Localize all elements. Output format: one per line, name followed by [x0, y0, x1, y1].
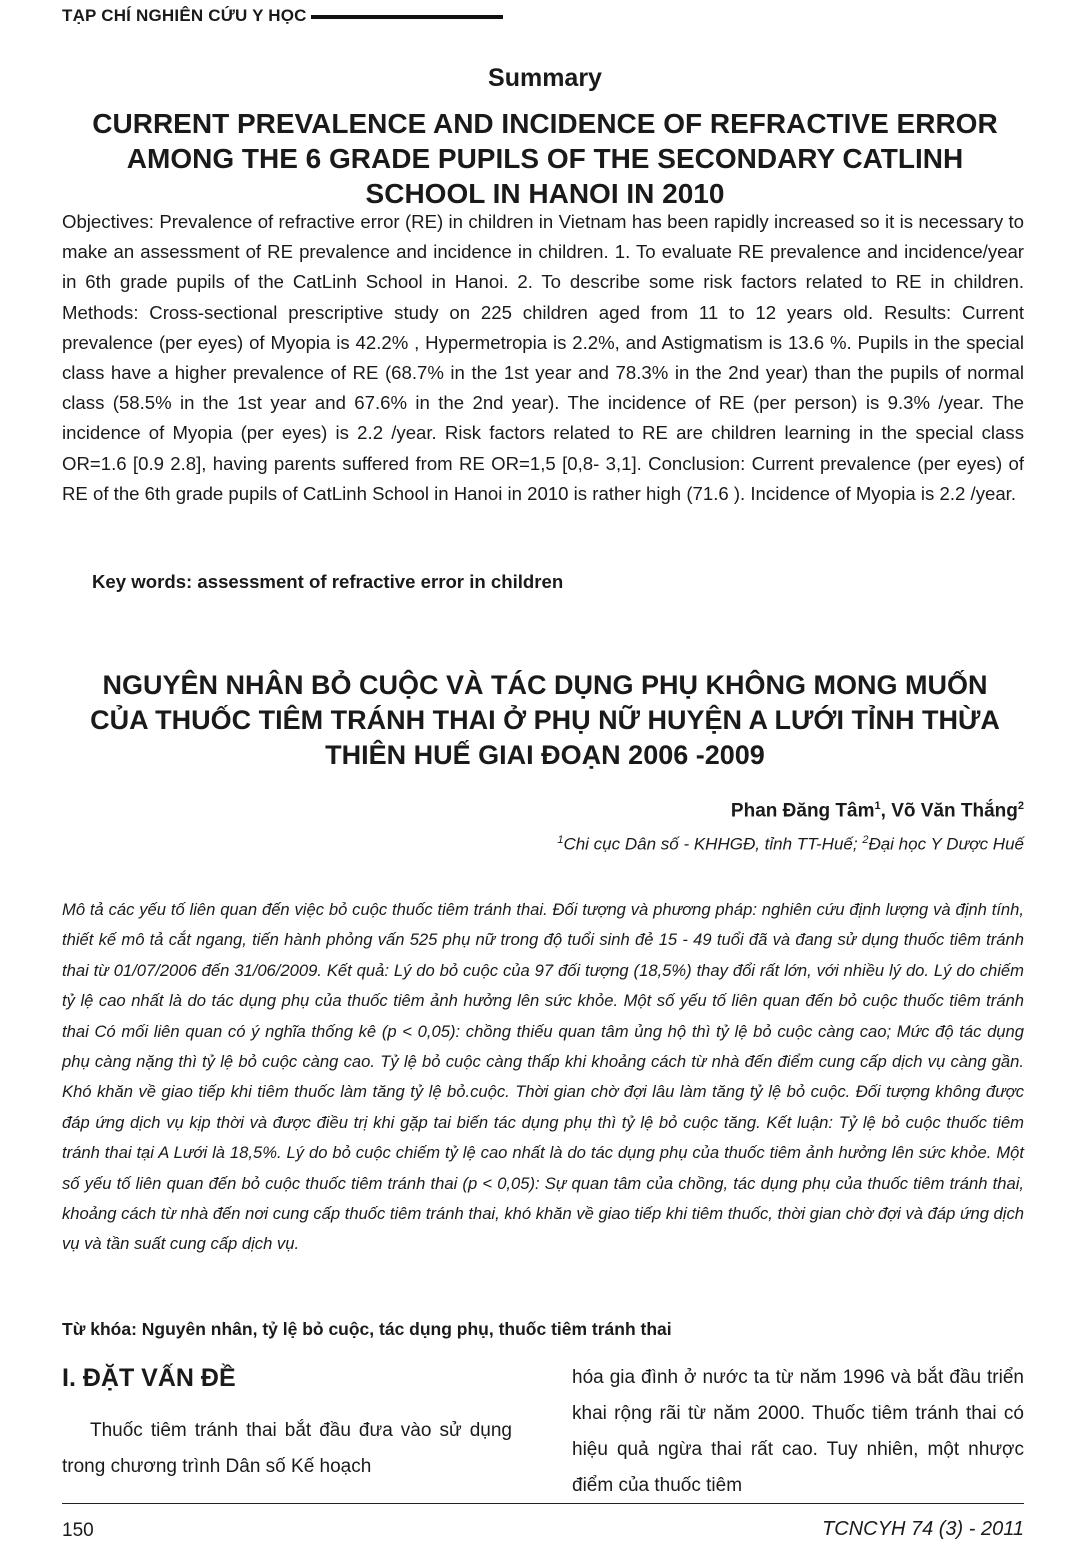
- authors: [731, 800, 1024, 822]
- affiliation-1: Chi cục Dân số - KHHGĐ, tỉnh TT-Huế;: [563, 834, 863, 854]
- author-1: Phan Đăng Tâm: [730, 800, 875, 822]
- body-column-right: hóa gia đình ở nước ta từ năm 1996 và bắt đầu triển khai rộng rãi từ năm 2000. Thuốc tiêm tránh thai có hiệu quả ngừa thai rất cao. Tuy nhiên, một nhược điểm của thuốc tiêm: [572, 1367, 1024, 1496]
- body-column-left: Thuốc tiêm tránh thai bắt đầu đưa vào sử dụng trong chương trình Dân số Kế hoạch: [62, 1420, 512, 1477]
- section-heading: I. ĐẶT VẤN ĐỀ: [62, 1364, 236, 1392]
- author-2: Võ Văn Thắng: [891, 800, 1018, 822]
- article-title: NGUYÊN NHÂN BỎ CUỘC VÀ TÁC DỤNG PHỤ KHÔNG MONG MUỐN CỦA THUỐC TIÊM TRÁNH THAI Ở PHỤ NỮ HUYỆN A LƯỚI TỈNH THỪA THIÊN HUẾ GIAI ĐOẠN 2006 -2009: [90, 670, 1000, 770]
- journal-name: TẠP CHÍ NGHIÊN CỨU Y HỌC: [62, 6, 307, 25]
- page-number: 150: [62, 1520, 94, 1541]
- english-title: CURRENT PREVALENCE AND INCIDENCE OF REFRACTIVE ERROR AMONG THE 6 GRADE PUPILS OF THE SECONDARY CATLINH SCHOOL IN HANOI IN 2010: [92, 108, 998, 209]
- author-separator: ,: [880, 800, 892, 822]
- article-keywords: Từ khóa: Nguyên nhân, tỷ lệ bỏ cuộc, tác dụng phụ, thuốc tiêm tránh thai: [62, 1319, 672, 1339]
- article-abstract: Mô tả các yếu tố liên quan đến việc bỏ cuộc thuốc tiêm tránh thai. Đối tượng và phương pháp: nghiên cứu định lượng và định tính, thiết kế mô tả cắt ngang, tiến hành phỏng vấn 525 phụ nữ trong độ tuổi sinh đẻ 15 - 49 tuổi đã và đang sử dụng thuốc tiêm tránh thai từ 01/07/2006 đến 31/06/2009. Kết quả: Lý do bỏ cuộc của 97 đối tượng (18,5%) thay đổi rất lớn, với nhiều lý do. Lý do chiếm tỷ lệ cao nhất là do tác dụng phụ của thuốc tiêm ảnh hưởng lên sức khỏe. Một số yếu tố liên quan đến bỏ cuộc thuốc tiêm tránh thai Có mối liên quan có ý nghĩa thống kê (p < 0,05): chồng thiếu quan tâm ủng hộ thì tỷ lệ bỏ cuộc càng cao; Mức độ tác dụng phụ càng nặng thì tỷ lệ bỏ cuộc càng cao. Tỷ lệ bỏ cuộc càng thấp khi khoảng cách từ nhà đến điểm cung cấp dịch vụ càng gần. Khó khăn về giao tiếp khi tiêm thuốc làm tăng tỷ lệ bỏ.cuộc. Thời gian chờ đợi lâu làm tăng tỷ lệ bỏ cuộc. Đối tượng không được đáp ứng dịch vụ kịp thời và được điều trị khi gặp tai biến tác dụng phụ thì tỷ lệ bỏ cuộc tăng. Kết luận: Tỷ lệ bỏ cuộc thuốc tiêm tránh thai tại A Lưới là 18,5%. Lý do bỏ cuộc chiếm tỷ lệ cao nhất là do tác dụng phụ của thuốc tiêm ảnh hưởng lên sức khỏe. Một số yếu tố liên quan đến bỏ cuộc thuốc tiêm tránh thai (p < 0,05): Sự quan tâm của chồng, tác dụng phụ của thuốc tiêm tránh thai, khoảng cách từ nhà đến nơi cung cấp thuốc tiêm tránh thai, khó khăn về giao tiếp khi tiêm thuốc, thời gian chờ đợi và đáp ứng dịch vụ và tần suất cung cấp dịch vụ.: [62, 900, 1024, 1254]
- journal-issue: TCNCYH 74 (3) - 2011: [822, 1518, 1024, 1540]
- header-rule: [311, 15, 503, 19]
- summary-heading: Summary: [488, 64, 602, 92]
- author-2-mark: 2: [1017, 800, 1024, 812]
- author-1-mark: 1: [874, 800, 881, 812]
- affiliation-1-mark: 1: [557, 834, 564, 846]
- running-header: [62, 6, 503, 26]
- english-keywords: Key words: assessment of refractive error in children: [92, 571, 564, 592]
- footer-rule: [62, 1503, 1024, 1504]
- affiliations: [557, 834, 1024, 855]
- english-abstract: Objectives: Prevalence of refractive error (RE) in children in Vietnam has been rapidly increased so it is necessary to make an assessment of RE prevalence and incidence in children. 1. To evaluate RE prevalence and incidence/year in 6th grade pupils of the CatLinh School in Hanoi. 2. To describe some risk factors related to RE in children. Methods: Cross-sectional prescriptive study on 225 children aged from 11 to 12 years old. Results: Current prevalence (per eyes) of Myopia is 42.2% , Hypermetropia is 2.2%, and Astigmatism is 13.6 %. Pupils in the special class have a higher prevalence of RE (68.7% in the 1st year and 78.3% in the 2nd year) than the pupils of normal class (58.5% in the 1st year and 67.6% in the 2nd year). The incidence of RE (per person) is 9.3% /year. The incidence of Myopia (per eyes) is 2.2 /year. Risk factors related to RE are children learning in the special class OR=1.6 [0.9 2.8], having parents suffered from RE OR=1,5 [0,8- 3,1]. Conclusion: Current prevalence (per eyes) of RE of the 6th grade pupils of CatLinh School in Hanoi in 2010 is rather high (71.6 ). Incidence of Myopia is 2.2 /year.: [62, 211, 1024, 504]
- affiliation-2: Đại học Y Dược Huế: [868, 834, 1024, 854]
- affiliation-2-mark: 2: [862, 834, 869, 846]
